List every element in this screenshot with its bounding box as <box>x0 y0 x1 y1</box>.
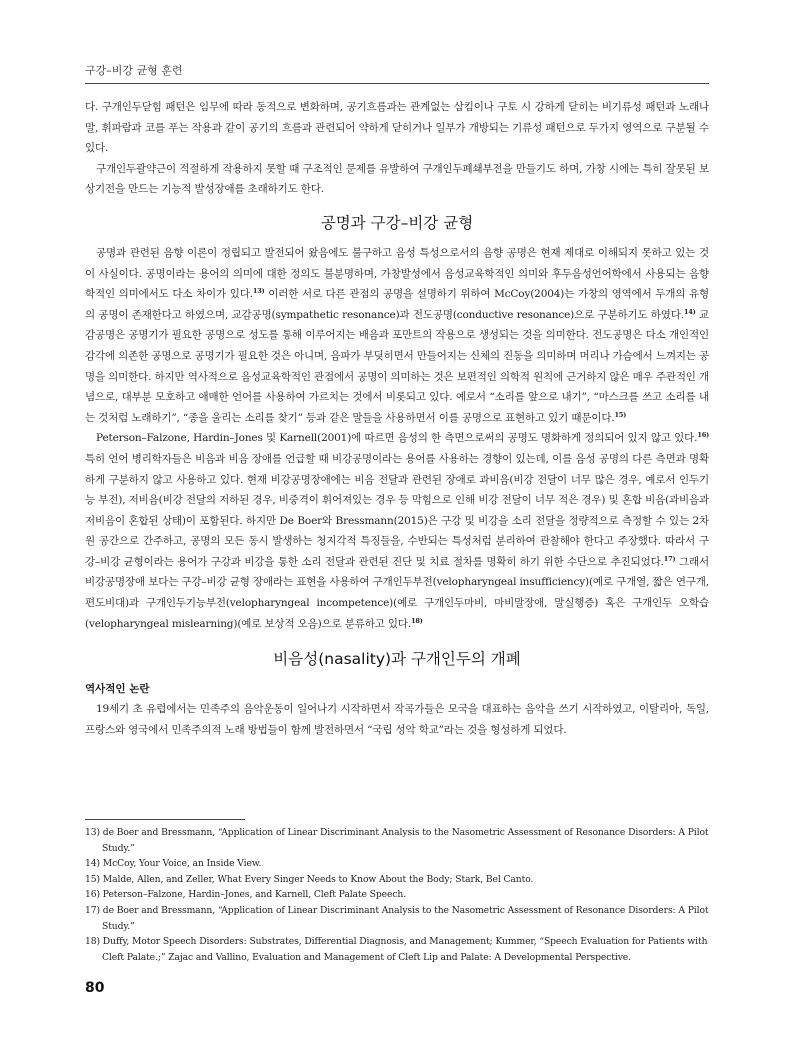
footnote-ref: 16) <box>697 431 709 440</box>
footnote: 17) de Boer and Bressmann, “Application of Linear Discriminant Analysis to the Nasometric Assessment of Resonance Disorders: A Pilot Study.” <box>85 904 709 932</box>
footnote: 13) de Boer and Bressmann, “Application of Linear Discriminant Analysis to the Nasometric Assessment of Resonance Disorders: A Pilot Study.” <box>85 827 709 854</box>
page-number: 80 <box>85 980 105 996</box>
running-header: 구강–비강 균형 훈련 <box>85 62 709 84</box>
text-run: 교감공명은 공명기가 필요한 공명으로 성도를 통해 이루어지는 배음과 포만트의 작용으로 생성되는 것을 의미한다. 전도공명은 다소 개인적인 감각에 의존한 공명으로 공명기가 필요한 것은 아니며, 음파가 부딪히면서 만들어지는 신체의 진동을 의미하며 머리나 가슴에서 느껴지는 공명을 의미한다. 하지만 역사적으로 음성교육학적인 관점에서 공명이 의미하는 것은 보편적인 의학적 원칙에 근거하지 않은 매우 주관적인 개념으로, 대부분 모호하고 애매한 언어를 사용하여 가르치는 것에서 비롯되고 있다. 예로서 “소리를 앞으로 내기”, “마스크를 쓰고 소리를 내는 것처럼 노래하기”, “종을 울리는 소리를 찾기” 등과 같은 말들을 사용하면서 이를 공명으로 표현하고 있기 때문이다. <box>85 308 709 424</box>
text-run: Peterson–Falzone, Hardin–Jones 및 Karnell(2001)에 따르면 음성의 한 측면으로써의 공명도 명화하게 정의되어 있지 않고 있다. <box>96 432 698 445</box>
footnote-ref: 13) <box>252 287 265 296</box>
footnote: 18) Duffy, Motor Speech Disorders: Substrates, Differential Diagnosis, and Management; Kummer, “Speech Evaluation for Patients with Cleft Palate.;” Zajac and Vallino, Evaluation and Management of Cleft Lip and Palate: A Developmental Perspective. <box>85 936 708 963</box>
paragraph: 19세기 초 유럽에서는 민족주의 음악운동이 일어나기 시작하면서 작곡가들은 모국을 대표하는 음악을 쓰기 시작하였고, 이탈리아, 독일, 프랑스와 영국에서 민족주의적 노래 방법들이 함께 발전하면서 “국립 성악 학교”라는 것을 형성하게 되었다. <box>85 703 709 736</box>
footnote-divider <box>85 819 245 820</box>
paragraph <box>85 243 709 428</box>
section-heading: 공명과 구강–비강 균형 <box>320 213 474 232</box>
text-run: 이러한 서로 다른 관점의 공명을 설명하기 위하여 McCoy(2004)는 가창의 영역에서 두개의 유형의 공명이 존재한다고 하였으며, 교감공명(sympathetic resonance)과 전도공명(conductive resonance)으로 구분하기도 하였다. <box>85 288 709 321</box>
footnote-ref: 17) <box>663 554 676 563</box>
body-text <box>85 97 709 740</box>
subsection-heading: 역사적인 논란 <box>85 683 150 696</box>
paragraph <box>85 428 709 634</box>
footnotes <box>85 819 709 965</box>
text-run: 특히 언어 병리학자들은 비음과 비음 장애를 언급할 때 비강공명이라는 용어를 사용하는 경향이 있는데, 이를 음성 공명의 다른 측면과 명확하게 구분하지 않고 사용하고 있다. 현재 비강공명장애에는 비음 전달과 관련된 장애로 과비음(비강 전달이 너무 많은 경우, 예로서 인두기능 부전), 저비음(비강 전달의 저하된 경우, 비중격이 휘어져있는 경우 등 막힘으로 인해 비강 전달이 너무 적은 경우) 및 혼합 비음(과비음과 저비음이 혼합된 상태)이 포함된다. 하지만 De Boer와 Bressmann(2015)은 구강 및 비강을 소리 전달을 정량적으로 측정할 수 있는 2차원 공간으로 간주하고, 공명의 모든 동시 발생하는 청지각적 특징들을, 수반되는 특성처럼 분리하여 관찰해야 한다고 주장했다. 따라서 구강–비강 균형이라는 용어가 구강과 비강을 통한 소리 전달과 관련된 진단 및 치료 절차를 명확히 하기 위한 수단으로 추진되었다. <box>85 452 709 568</box>
section-heading: 비음성(nasality)과 구개인두의 개폐 <box>273 650 521 669</box>
paragraph: 다. 구개인두닫힘 패턴은 임무에 따라 동적으로 변화하며, 공기흐름과는 관계없는 삼킴이나 구토 시 강하게 닫히는 비기류성 패턴과 노래나 말, 휘파람과 코를 푸는 작용과 같이 공기의 흐름과 관련되어 약하게 닫히거나 일부가 개방되는 기류성 패턴으로 두가지 영역으로 구분될 수 있다. <box>85 101 709 155</box>
footnote: 14) McCoy, Your Voice, an Inside View. <box>85 858 262 870</box>
text-run: 공명과 관련된 음향 이론이 정립되고 발전되어 왔음에도 불구하고 음성 특성으로서의 음향 공명은 현재 제대로 이해되지 못하고 있는 것이 사실이다. 공명이라는 용어의 의미에 대한 정의도 불분명하며, 가창발성에서 음성교육학적인 의미와 후두음성언어학에서 사용되는 음향학적인 의미에서도 다소 차이가 있다. <box>85 246 709 301</box>
footnote: 15) Malde, Allen, and Zeller, What Every Singer Needs to Know About the Body; Stark, Bel Canto. <box>85 873 534 885</box>
paragraph: 구개인두괄약근이 적절하게 작용하지 못할 때 구조적인 문제를 유발하여 구개인두폐쇄부전을 만들기도 하며, 가창 시에는 특히 잘못된 보상기전을 만드는 기능적 발성장애를 초래하기도 한다. <box>85 162 709 196</box>
footnote-ref: 15) <box>614 410 627 419</box>
text-run: 그래서 비강공명장애 보다는 구강–비강 균형 장애라는 표현을 사용하여 구개인두부전(velopharyngeal insufficiency)(예로 구개열, 짧은 연구개, 편도비대)과 구개인두기능부전(velopharyngeal incompetence)(예로 구개인두마비, 마비말장애, 말실행증) 혹은 구개인두 오학습(velopharyngeal mislearning)(예로 보상적 오음)으로 분류하고 있다. <box>85 555 709 630</box>
footnote-ref: 18) <box>411 616 423 625</box>
footnote: 16) Peterson–Falzone, Hardin–Jones, and Karnell, Cleft Palate Speech. <box>85 889 407 901</box>
footnote-ref: 14) <box>683 307 696 316</box>
